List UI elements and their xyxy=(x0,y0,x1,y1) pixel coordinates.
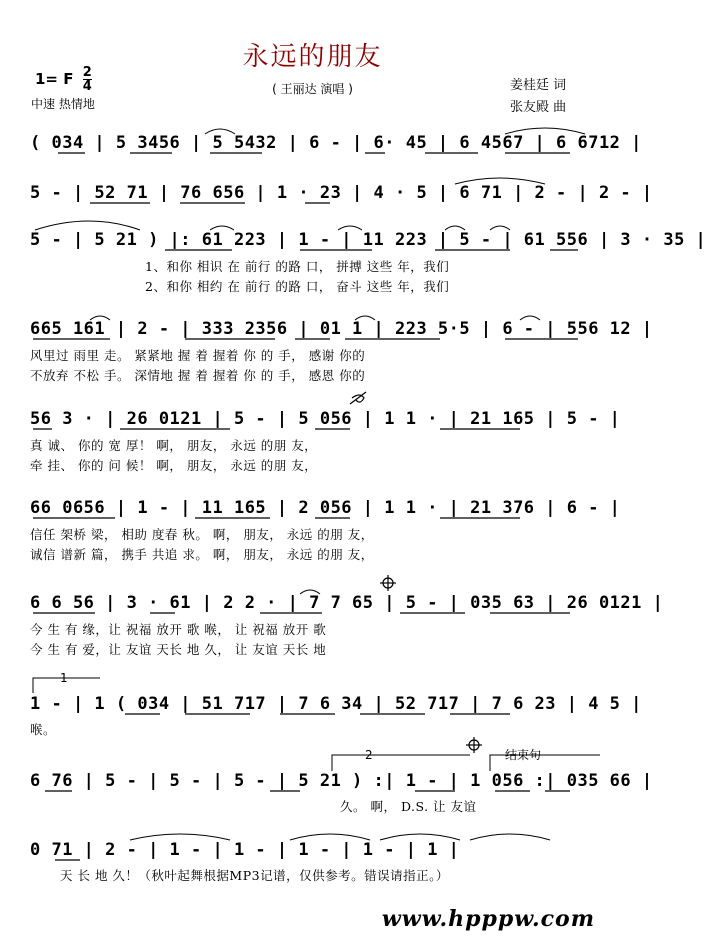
slur xyxy=(210,226,234,230)
slur xyxy=(35,221,140,230)
lyric-line-10: 今 生 有 爱，让 友谊 天长 地 久， 让 友谊 天长 地 xyxy=(30,642,327,657)
music-line-6: 66 0656 | 1 - | 11 165 | 2 056 | 1 1 · | 21 376 | 6 - | xyxy=(30,498,621,518)
slur xyxy=(505,128,585,134)
ending-bracket xyxy=(490,755,600,771)
lyric-line-2: 2、和你 相约 在 前行 的路 口， 奋斗 这些 年，我们 xyxy=(145,279,450,294)
music-line-2: 5 - | 52 71 | 76 656 | 1 · 23 | 4 · 5 | 6 71 | 2 - | 2 - | xyxy=(30,183,653,203)
volta-1-label: 1 xyxy=(60,671,68,685)
music-line-4: 665 161 | 2 - | 333 2356 | 01 1 | 223 5·5 | 6 - | 556 12 | xyxy=(30,319,653,339)
coda-icon xyxy=(380,575,396,591)
singer-credit: ( 王丽达 演唱 ) xyxy=(272,82,353,96)
music-line-1: ( 034 | 5 3456 | 5 5432 | 6 - | 6· 45 | 6 4567 | 6 6712 | xyxy=(30,133,642,153)
slur xyxy=(300,590,320,594)
music-line-9: 6 76 | 5 - | 5 - | 5 - | 5 21 ) :| 1 - | 1 056 :| 035 66 | xyxy=(30,771,653,791)
lyric-line-8: 诚信 谱新 篇， 携手 共追 求。 啊， 朋友， 永远 的朋 友， xyxy=(30,547,374,562)
lyric-line-12: 久。 啊， D.S. 让 友谊 xyxy=(340,799,477,814)
lyric-line-9: 今 生 有 缘，让 祝福 放开 歌 喉， 让 祝福 放开 歌 xyxy=(30,622,327,637)
site-watermark: www.hpppw.com xyxy=(381,906,595,932)
music-line-8: 1 - | 1 ( 034 | 51 717 | 7 6 34 | 52 717 | 7 6 23 | 4 5 | xyxy=(30,694,642,714)
slur xyxy=(90,316,110,320)
time-sig-bottom: 4 xyxy=(82,79,92,94)
lyricist-credit: 姜桂廷 词 xyxy=(510,78,567,93)
music-line-5: 56 3 · | 26 0121 | 5 - | 5 056 | 1 1 · | 21 165 | 5 - | xyxy=(30,409,621,429)
lyric-line-11: 喉。 xyxy=(30,722,57,737)
volta-1-bracket xyxy=(33,678,100,693)
ending-label: 结束句 xyxy=(505,748,542,762)
segno-icon xyxy=(350,392,366,404)
slur xyxy=(380,834,460,840)
slur xyxy=(520,316,540,320)
music-line-3: 5 - | 5 21 ) |: 61 223 | 1 - | 11 223 | 5 - | 61 556 | 3 · 35 | xyxy=(30,230,706,250)
music-line-10: 0 71 | 2 - | 1 - | 1 - | 1 - | 1 - | 1 | xyxy=(30,840,460,860)
composer-credit: 张友殿 曲 xyxy=(510,100,567,115)
volta-2-label: 2 xyxy=(365,748,373,762)
slur xyxy=(455,178,545,184)
slur xyxy=(130,834,230,840)
tempo-marking: 中速 热情地 xyxy=(31,97,95,111)
music-line-7: 6 6 56 | 3 · 61 | 2 2 · | 7 7 65 | 5 - | 035 63 | 26 0121 | xyxy=(30,593,664,613)
slur xyxy=(205,129,235,134)
song-title: 永远的朋友 xyxy=(242,42,383,72)
key-label: 1= F xyxy=(35,70,74,88)
coda-icon xyxy=(466,737,482,753)
slur xyxy=(470,834,550,840)
lyric-line-3: 风里过 雨里 走。 紧紧地 握 着 握着 你 的 手， 感谢 你的 xyxy=(30,348,366,363)
slur xyxy=(490,226,510,230)
slur xyxy=(445,226,465,230)
lyric-line-13: 天 长 地 久！（秋叶起舞根据MP3记谱，仅供参考。错误请指正。） xyxy=(60,868,449,883)
time-sig-top: 2 xyxy=(82,65,92,80)
slur xyxy=(290,834,370,840)
lyric-line-7: 信任 架桥 梁， 相助 度春 秋。 啊， 朋友， 永远 的朋 友， xyxy=(30,527,374,542)
lyric-line-5: 真 诚、 你的 宽 厚！ 啊， 朋友， 永远 的朋 友， xyxy=(30,438,318,453)
slur xyxy=(355,316,375,320)
volta-2-bracket xyxy=(332,755,470,771)
slur xyxy=(338,226,362,230)
lyric-line-6: 牵 挂、 你的 问 候！ 啊， 朋友， 永远 的朋 友， xyxy=(30,458,318,473)
lyric-line-1: 1、和你 相识 在 前行 的路 口， 拼搏 这些 年，我们 xyxy=(145,259,450,274)
lyric-line-4: 不放弃 不松 手。 深情地 握 着 握着 你 的 手， 感恩 你的 xyxy=(30,368,366,383)
